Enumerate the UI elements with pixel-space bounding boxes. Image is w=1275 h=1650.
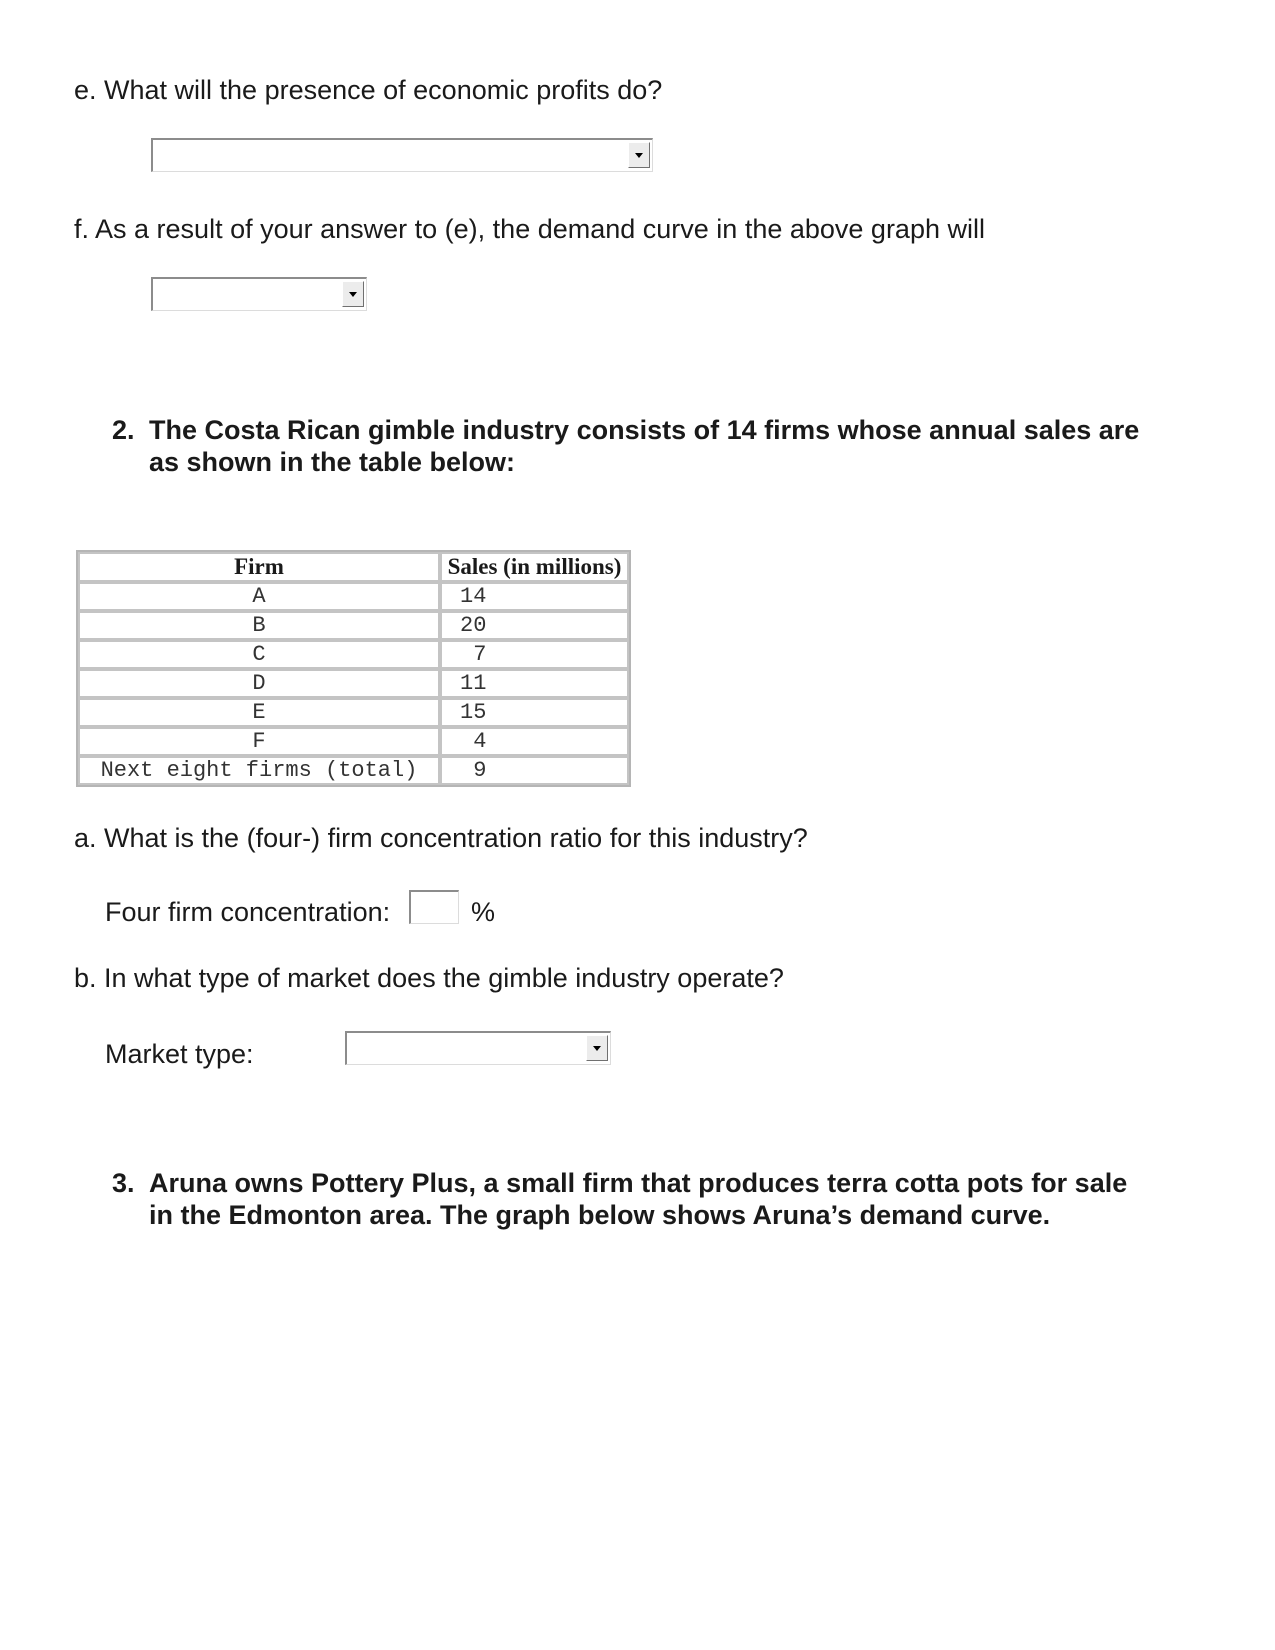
sales-cell: 14 <box>440 582 629 611</box>
table-row <box>78 611 629 640</box>
economic-profits-select[interactable] <box>151 138 653 172</box>
problem-2-number: 2. <box>112 415 135 445</box>
four-firm-concentration-label: Four firm concentration: <box>105 897 391 927</box>
firm-cell: E <box>78 698 440 727</box>
firm-cell: A <box>78 582 440 611</box>
sales-cell: 11 <box>440 669 629 698</box>
firm-column-header: Firm <box>78 552 440 582</box>
question-f-text: f. As a result of your answer to (e), the demand curve in the above graph will <box>74 214 985 244</box>
problem-3-heading <box>112 1167 1212 1231</box>
problem-3-text: Aruna owns Pottery Plus, a small firm that produces terra cotta pots for sale in the Edmonton area. The graph below shows Aruna’s demand curve. <box>149 1168 1128 1230</box>
chevron-down-icon[interactable] <box>586 1035 608 1061</box>
firm-cell: B <box>78 611 440 640</box>
question-a-text: a. What is the (four-) firm concentration ratio for this industry? <box>74 823 808 853</box>
firm-cell: D <box>78 669 440 698</box>
firm-cell: F <box>78 727 440 756</box>
table-row <box>78 669 629 698</box>
sales-cell: 15 <box>440 698 629 727</box>
problem-3-number: 3. <box>112 1168 135 1198</box>
table-row <box>78 756 629 785</box>
sales-table <box>76 550 631 787</box>
table-row <box>78 727 629 756</box>
table-header-row <box>78 552 629 582</box>
firm-cell: C <box>78 640 440 669</box>
percent-unit-label: % <box>471 897 496 927</box>
table-row <box>78 698 629 727</box>
table-row <box>78 582 629 611</box>
market-type-label: Market type: <box>105 1039 254 1069</box>
sales-cell: 20 <box>440 611 629 640</box>
problem-2-text: The Costa Rican gimble industry consists of 14 firms whose annual sales are as shown in the table below: <box>149 415 1140 477</box>
demand-curve-select[interactable] <box>151 277 367 311</box>
table-row <box>78 640 629 669</box>
firm-cell: Next eight firms (total) <box>78 756 440 785</box>
four-firm-concentration-input[interactable] <box>409 890 459 924</box>
market-type-select[interactable] <box>345 1031 611 1065</box>
question-b-text: b. In what type of market does the gimble industry operate? <box>74 963 784 993</box>
chevron-down-icon[interactable] <box>628 142 650 168</box>
sales-cell: 9 <box>440 756 629 785</box>
problem-2-heading <box>112 414 1212 478</box>
chevron-down-icon[interactable] <box>342 281 364 307</box>
question-e-text: e. What will the presence of economic profits do? <box>74 75 663 105</box>
sales-cell: 4 <box>440 727 629 756</box>
sales-cell: 7 <box>440 640 629 669</box>
sales-column-header: Sales (in millions) <box>440 552 629 582</box>
